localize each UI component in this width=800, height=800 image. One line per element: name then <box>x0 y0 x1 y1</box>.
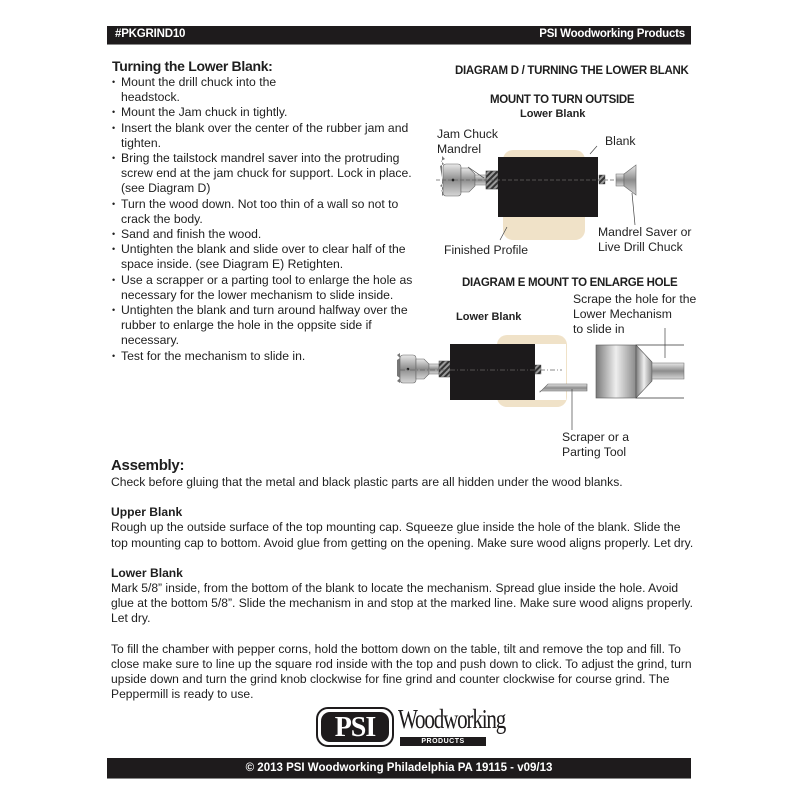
psi-logo <box>316 704 506 749</box>
diagram-e-title: DIAGRAM E MOUNT TO ENLARGE HOLE <box>462 277 678 289</box>
blank-shape <box>498 157 598 217</box>
step-item: • Sand and finish the wood. <box>112 227 418 242</box>
assembly-section <box>111 457 711 702</box>
assembly-title: Assembly: <box>111 457 185 474</box>
assembly-intro: Check before gluing that the metal and black plastic parts are all hidden under the wood blanks. <box>111 475 623 489</box>
logo-sub: PRODUCTS <box>400 737 486 746</box>
step-item: • Use a scrapper or a parting tool to enlarge the hole as necessary for the lower mechanism to slide inside. <box>112 273 418 303</box>
label-mandrel-saver: Mandrel Saver or <box>598 225 692 239</box>
step-item: • Untighten the blank and turn around halfway over the rubber to enlarge the hole in the oppsite side if necessary. <box>112 303 418 349</box>
lower-blank-title: Lower Blank <box>111 565 183 580</box>
scraper-tool-icon <box>540 384 587 392</box>
diagram-d-subtitle: MOUNT TO TURN OUTSIDE <box>490 94 635 106</box>
step-item: • Untighten the blank and slide over to clear half of the space inside. (see Diagram E) Retighten. <box>112 242 418 272</box>
label-blank: Blank <box>605 134 636 148</box>
diagram-e-drawing <box>397 328 684 430</box>
upper-blank-text: Rough up the outside surface of the top mounting cap. Squeeze glue inside the hole of the blank. Slide the top mounting cap to bottom. Avoid glue from getting on the opening. Make sure wood aligns properly. Let dry. <box>111 520 694 550</box>
mandrel-saver-icon <box>616 165 636 195</box>
label-live-drill-chuck: Live Drill Chuck <box>598 240 683 254</box>
lower-blank-text: Mark 5/8” inside, from the bottom of the blank to locate the mechanism. Spread glue inside the hole. Avoid glue at the bottom 5/8”. Slide the mechanism in and stop at the marked line. Make sure wood aligns properly. Let dry. <box>111 581 693 626</box>
brand-name: PSI Woodworking Products <box>539 28 685 40</box>
logo-mark: PSI <box>316 707 394 747</box>
logo-word: Woodworking <box>398 704 506 734</box>
drill-chuck-icon <box>440 156 487 196</box>
step-item: • Bring the tailstock mandrel saver into the protruding screw end at the jam chuck for support. Lock in place. (see Diagram D) <box>112 151 418 197</box>
label-parting-tool: Parting Tool <box>562 445 627 459</box>
label-finished-profile: Finished Profile <box>444 243 528 257</box>
label-mandrel: Mandrel <box>437 142 482 156</box>
label-jam-chuck: Jam Chuck <box>437 127 498 141</box>
step-item: • Test for the mechanism to slide in. <box>112 349 418 364</box>
label-scrape-2: Lower Mechanism <box>573 307 672 321</box>
product-code: #PKGRIND10 <box>115 28 186 40</box>
turning-title: Turning the Lower Blank: <box>112 58 273 74</box>
step-item: • Mount the Jam chuck in tightly. <box>112 105 418 120</box>
step-item: • Turn the wood down. Not too thin of a wall so not to crack the body. <box>112 197 418 227</box>
lower-mechanism-icon <box>596 345 684 398</box>
step-item: • Insert the blank over the center of the rubber jam and tighten. <box>112 121 418 151</box>
footer-bar: © 2013 PSI Woodworking Philadelphia PA 19115 - v09/13 <box>107 758 691 779</box>
diagram-d-title: DIAGRAM D / TURNING THE LOWER BLANK <box>455 65 689 77</box>
diagram-e-blank-label: Lower Blank <box>456 311 522 323</box>
upper-blank-title: Upper Blank <box>111 505 183 520</box>
fill-instructions: To fill the chamber with pepper corns, hold the bottom down on the table, tilt and remove the top and fill. To close make sure to line up the square rod inside with the top and push down to click. To adjust the grind, turn upside down and turn the grind knob clockwise for fine grind and counter clockwise for course grind. The Peppermill is ready to use. <box>111 641 692 702</box>
label-scrape-1: Scrape the hole for the <box>573 292 697 306</box>
diagram-d-blank-label: Lower Blank <box>520 108 586 120</box>
label-scraper: Scraper or a <box>562 430 630 444</box>
step-item: • Mount the drill chuck into the headstock. <box>112 75 291 105</box>
blank-shape <box>450 344 535 400</box>
drill-chuck-icon <box>397 353 439 383</box>
diagram-d-drawing <box>436 146 636 240</box>
label-scrape-3: to slide in <box>573 322 625 336</box>
